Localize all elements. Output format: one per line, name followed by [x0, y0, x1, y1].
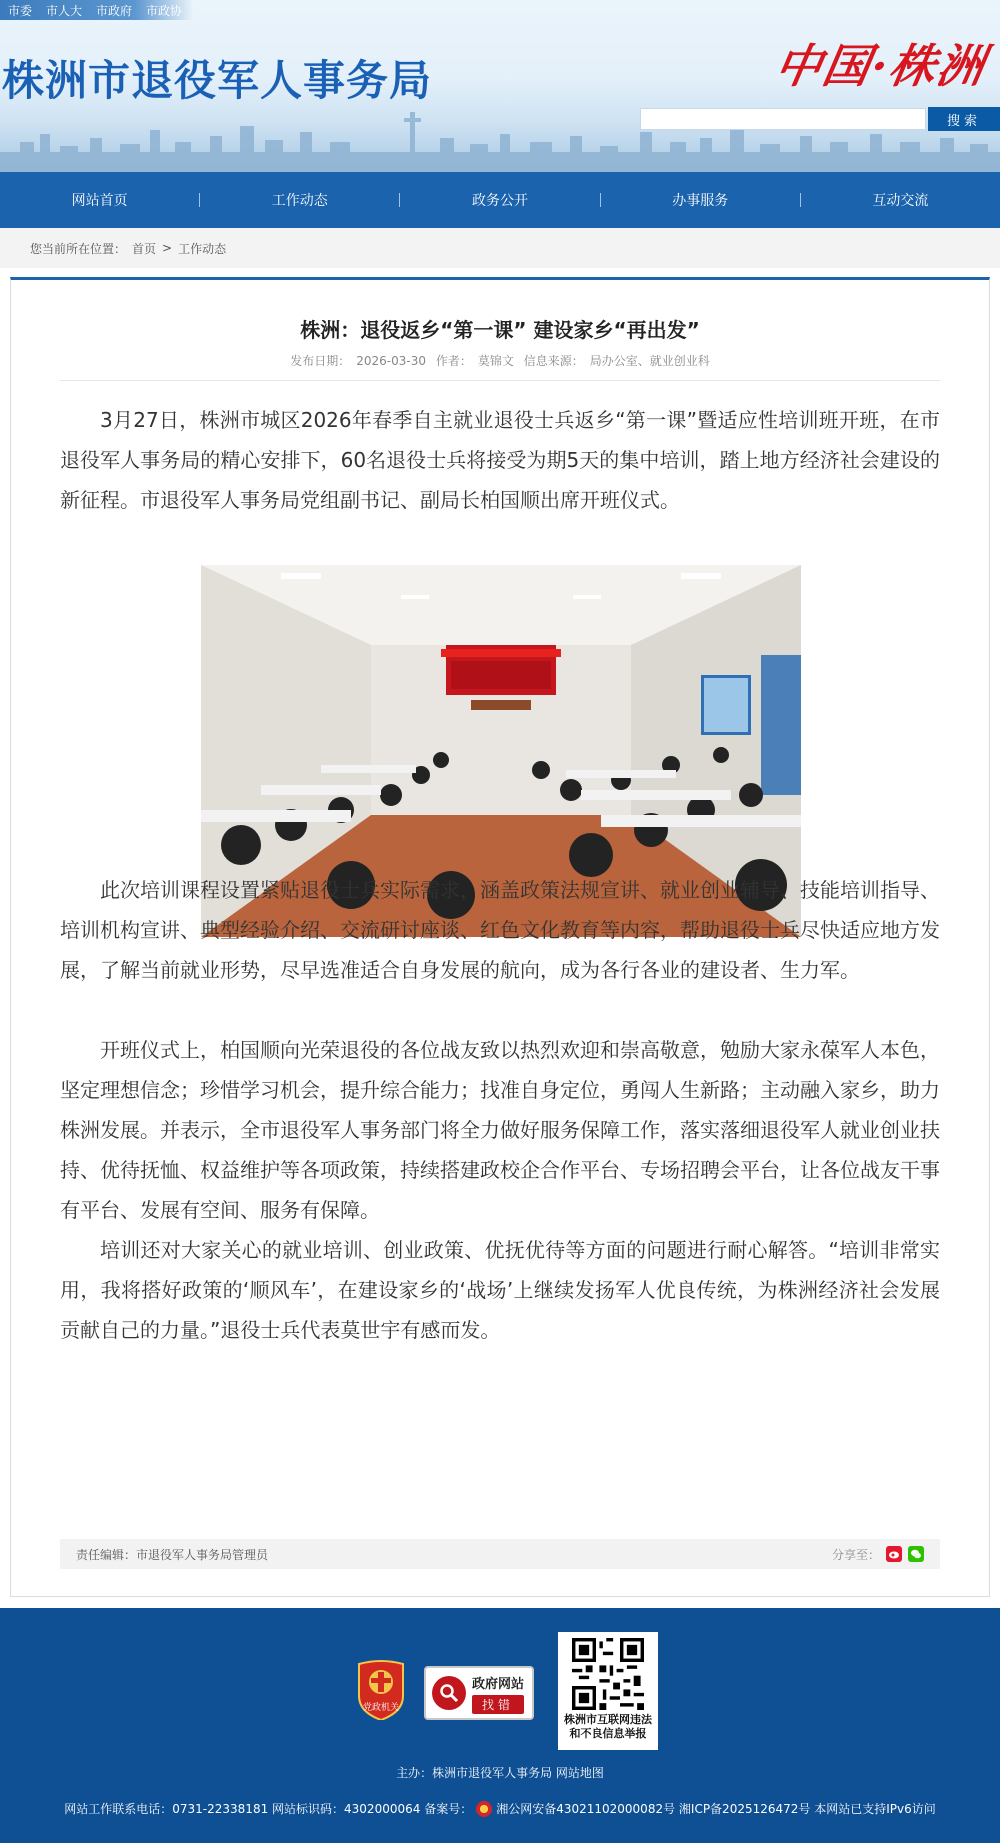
article-paragraph: 开班仪式上，柏国顺向光荣退役的各位战友致以热烈欢迎和崇高敬意，勉励大家永葆军人本色，坚定理想信念；珍惜学习机会，提升综合能力；找准自身定位，勇闯人生新路；主动融入家乡，助力株洲发展。并表示，全市退役军人事务部门将全力做好服务保障工作，落实落细退役军人就业创业扶持、优待抚恤、权益维护等各项政策，持续搭建政校企合作平台、专场招聘会平台，让各位战友干事有平台、发展有空间、服务有保障。: [60, 1038, 940, 1222]
china-zhuzhou-logo: 中国·株洲: [770, 39, 991, 93]
zhaocuo-top: 政府网站: [472, 1676, 525, 1692]
magnifier-icon: [432, 1676, 466, 1710]
meta-date-label: 发布日期：: [290, 354, 351, 368]
article-paragraph: 此次培训课程设置紧贴退役士兵实际需求，涵盖政策法规宣讲、就业创业辅导、技能培训指导、培训机构宣讲、典型经验介绍、交流研讨座谈、红色文化教育等内容，帮助退役士兵尽快适应地方发展，了解当前就业形势，尽早选准适合自身发展的航向，成为各行各业的建设者、生力军。: [60, 878, 940, 982]
badge-text: 党政机关: [362, 1703, 400, 1713]
search-button[interactable]: 搜索: [928, 107, 1000, 131]
top-link-shizhengfu[interactable]: 市政府: [96, 3, 133, 18]
meta-date: 2026-03-30: [356, 354, 427, 368]
top-link-shizhengxie[interactable]: 市政协: [146, 3, 183, 18]
breadcrumb: [0, 228, 1000, 268]
editor-label: 责任编辑：: [76, 1547, 137, 1562]
nav-item-gov-info[interactable]: 政务公开: [472, 193, 528, 209]
nav-item-interaction[interactable]: 互动交流: [872, 193, 929, 209]
qr-caption: [564, 1713, 652, 1741]
footer: [0, 1608, 1000, 1843]
footer-host-line: 主办：株洲市退役军人事务局 网站地图: [396, 1766, 604, 1780]
weibo-share-icon[interactable]: [886, 1546, 902, 1562]
meta-source-label: 信息来源：: [523, 354, 584, 368]
gov-site-error-report-button[interactable]: [424, 1666, 534, 1720]
qr-caption-line2: 和不良信息举报: [569, 1727, 647, 1740]
meta-author-label: 作者：: [435, 354, 472, 368]
article-title: 株洲：退役返乡“第一课” 建设家乡“再出发”: [300, 318, 700, 342]
main-nav: [0, 172, 1000, 228]
nav-item-services[interactable]: 办事服务: [672, 193, 729, 209]
zhaocuo-bottom: 找错: [472, 1695, 524, 1714]
article-paragraph: 3月27日，株洲市城区2026年春季自主就业退役士兵返乡“第一课”暨适应性培训班开班，在市退役军人事务局的精心安排下，60名退役士兵将接受为期5天的集中培训，踏上地方经济社会建设的新征程。市退役军人事务局党组副书记、副局长柏国顺出席开班仪式。: [60, 408, 940, 512]
editor-name: 市退役军人事务局管理员: [136, 1547, 269, 1562]
footer-contact-line: [0, 1800, 1000, 1817]
meta-divider: [60, 380, 940, 381]
breadcrumb-home-link[interactable]: 首页: [132, 241, 157, 256]
nav-item-home[interactable]: 网站首页: [71, 193, 128, 209]
qr-code-icon: [572, 1638, 644, 1710]
wechat-share-icon[interactable]: [908, 1546, 924, 1562]
report-qr-box[interactable]: [558, 1632, 658, 1750]
share-section: [832, 1546, 924, 1563]
editor-info: [76, 1546, 268, 1563]
breadcrumb-prefix: 您当前所在位置：: [30, 241, 127, 256]
meta-author: 莫锦文: [477, 354, 514, 368]
top-link-shirenda[interactable]: 市人大: [46, 3, 83, 18]
article-container: [10, 277, 990, 1597]
meta-source: 局办公室、就业创业科: [589, 354, 710, 368]
search-input[interactable]: [640, 108, 926, 130]
party-gov-badge-icon[interactable]: [355, 1658, 407, 1720]
nav-item-work-news[interactable]: 工作动态: [271, 193, 328, 209]
site-title[interactable]: 株洲市退役军人事务局: [2, 56, 433, 105]
top-links: [0, 0, 193, 20]
article-paragraph: 培训还对大家关心的就业培训、创业政策、优抚优待等方面的问题进行耐心解答。“培训非常实用，我将搭好政策的‘顺风车’，在建设家乡的‘战场’上继续发扬军人优良传统，为株洲经济社会发展贡献自己的力量。”退役士兵代表莫世宇有感而发。: [60, 1238, 940, 1342]
share-label: 分享至：: [831, 1547, 880, 1562]
police-badge-icon: [476, 1801, 492, 1817]
top-link-shiwei[interactable]: 市委: [8, 3, 33, 18]
article-meta: [11, 352, 989, 369]
breadcrumb-separator: >: [162, 241, 173, 255]
editor-bar: [60, 1539, 940, 1569]
qr-caption-line1: 株洲市互联网违法: [564, 1713, 652, 1726]
header-banner: [0, 0, 1000, 172]
footer-contact-text: 网站工作联系电话：0731-22338181 网站标识码：4302000064 备案号：: [64, 1802, 473, 1816]
footer-record-text[interactable]: 湘公网安备43021102000082号 湘ICP备2025126472号 本网站已支持IPv6访问: [496, 1802, 936, 1816]
breadcrumb-current-link[interactable]: 工作动态: [178, 241, 227, 256]
